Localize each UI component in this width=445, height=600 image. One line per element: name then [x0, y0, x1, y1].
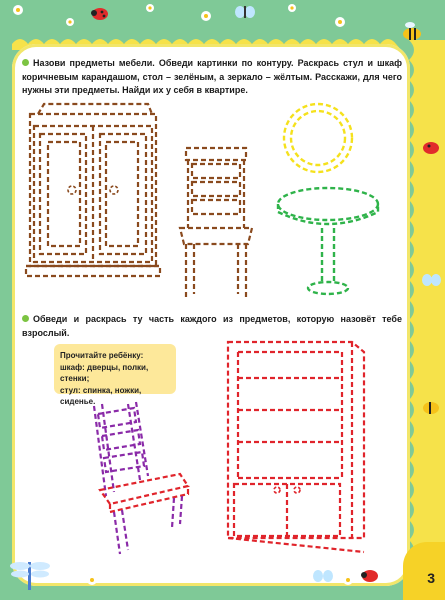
ladybug-icon [423, 142, 439, 154]
ladybug-icon [361, 570, 378, 582]
round-table-tracing [272, 182, 384, 302]
task-1-instructions [22, 57, 402, 98]
task-1-text: Назови предметы мебели. Обведи картинки по контуру. Раскрась стул и шкаф коричневым карандашом, стол – зелёным, а зеркало – жёлтым. Расскажи, для чего нужны эти предметы. Найди их у себя в квартире. [22, 58, 402, 95]
chair-tracing [176, 144, 256, 304]
cupboard-parts-tracing [224, 338, 368, 560]
note-wardrobe-parts: шкаф: дверцы, полки, стенки; [60, 362, 149, 383]
top-decorative-border [0, 0, 445, 50]
bee-icon [423, 402, 439, 414]
note-chair-parts: стул: спинка, ножки, сиденье. [60, 385, 142, 406]
butterfly-icon [313, 570, 333, 582]
bullet-icon [22, 59, 29, 66]
page-number-tab [403, 542, 445, 600]
task-2-text: Обведи и раскрась ту часть каждого из предметов, которую назовёт тебе взрослый. [22, 314, 402, 338]
butterfly-icon [235, 6, 255, 18]
mirror-tracing [280, 96, 356, 180]
page-number: 3 [427, 570, 435, 586]
parent-note [54, 344, 176, 406]
bottom-decorations [0, 548, 445, 600]
chair-parts-tracing [76, 400, 194, 558]
wardrobe-tracing [20, 100, 164, 285]
note-title: Прочитайте ребёнку: [60, 351, 144, 360]
right-decorative-border [405, 40, 445, 560]
task-2-instructions [22, 313, 402, 340]
bullet-icon [22, 315, 29, 322]
dragonfly-icon [10, 562, 50, 590]
